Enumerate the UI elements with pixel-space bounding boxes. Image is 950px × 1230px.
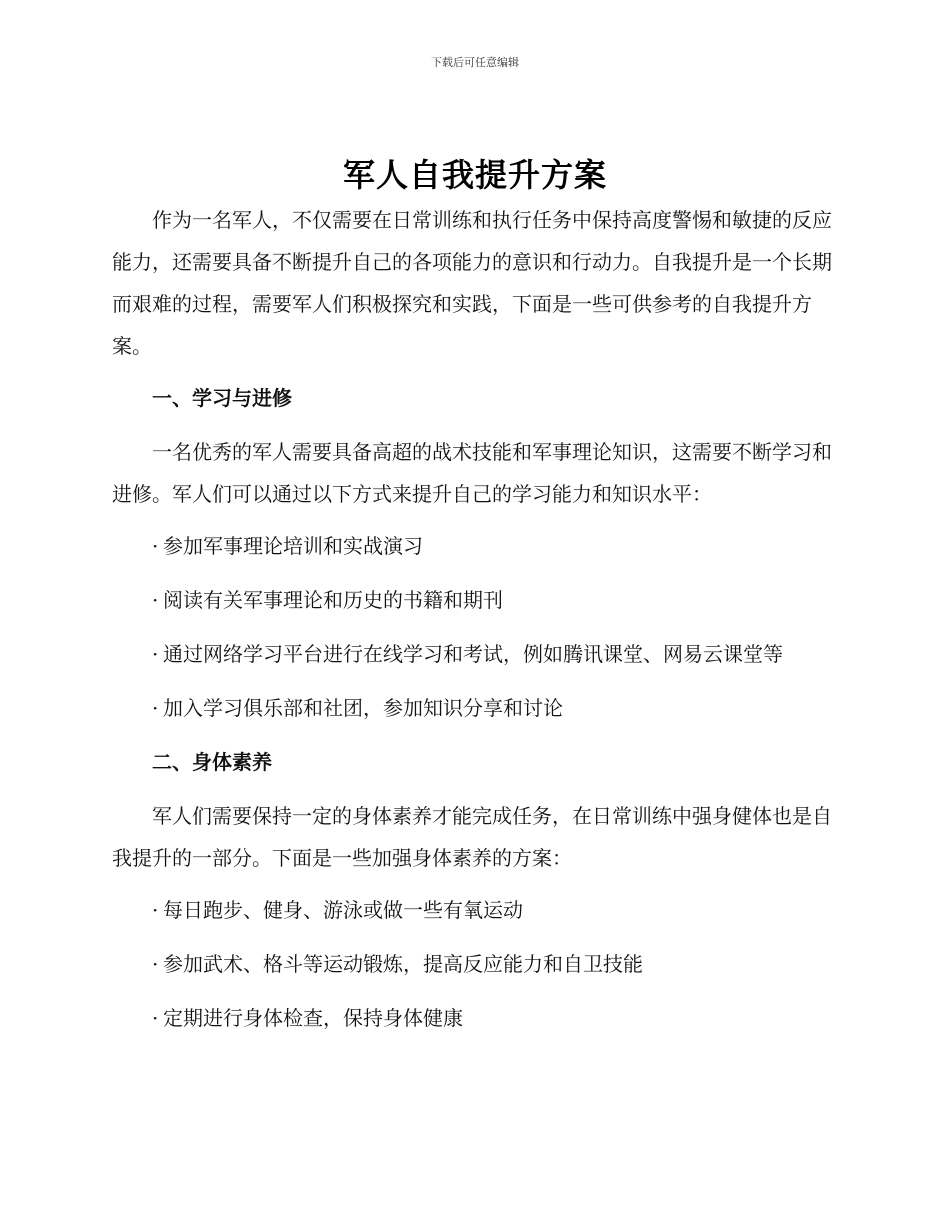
- bullet-item: [112, 889, 832, 931]
- section-heading: 一、学习与进修: [152, 386, 292, 410]
- document-title: 军人自我提升方案: [342, 156, 607, 194]
- bullet-text: 通过网络学习平台进行在线学习和考试，例如腾讯课堂、网易云课堂等: [163, 642, 783, 666]
- bullet-dot: ·: [152, 588, 159, 612]
- bullet-text: 参加武术、格斗等运动锻炼，提高反应能力和自卫技能: [163, 952, 643, 976]
- bullet-item: [112, 943, 832, 985]
- bullet-text: 参加军事理论培训和实战演习: [163, 534, 423, 558]
- bullet-dot: ·: [152, 952, 159, 976]
- bullet-dot: ·: [152, 696, 159, 720]
- bullet-item: [112, 687, 832, 729]
- bullet-text: 加入学习俱乐部和社团，参加知识分享和讨论: [163, 696, 563, 720]
- header-note: 下载后可任意编辑: [431, 56, 519, 69]
- bullet-text: 定期进行身体检查，保持身体健康: [163, 1006, 463, 1030]
- section-paragraph: 军人们需要保持一定的身体素养才能完成任务，在日常训练中强身健体也是自我提升的一部分。下面是一些加强身体素养的方案：: [112, 804, 832, 870]
- section-study: [112, 377, 832, 729]
- bullet-text: 阅读有关军事理论和历史的书籍和期刊: [163, 588, 503, 612]
- bullet-item: [112, 579, 832, 621]
- bullet-text: 每日跑步、健身、游泳或做一些有氧运动: [163, 898, 523, 922]
- section-paragraph: 一名优秀的军人需要具备高超的战术技能和军事理论知识，这需要不断学习和进修。军人们可以通过以下方式来提升自己的学习能力和知识水平：: [112, 440, 832, 506]
- intro-paragraph: 作为一名军人，不仅需要在日常训练和执行任务中保持高度警惕和敏捷的反应能力，还需要具备不断提升自己的各项能力的意识和行动力。自我提升是一个长期而艰难的过程，需要军人们积极探究和实践，下面是一些可供参考的自我提升方案。: [112, 208, 832, 358]
- bullet-dot: ·: [152, 898, 159, 922]
- bullet-item: [112, 633, 832, 675]
- section-fitness: [112, 741, 832, 1039]
- section-heading: 二、身体素养: [152, 750, 272, 774]
- bullet-dot: ·: [152, 1006, 159, 1030]
- bullet-item: [112, 997, 832, 1039]
- document-body: [112, 199, 832, 1051]
- bullet-dot: ·: [152, 642, 159, 666]
- bullet-item: [112, 525, 832, 567]
- bullet-dot: ·: [152, 534, 159, 558]
